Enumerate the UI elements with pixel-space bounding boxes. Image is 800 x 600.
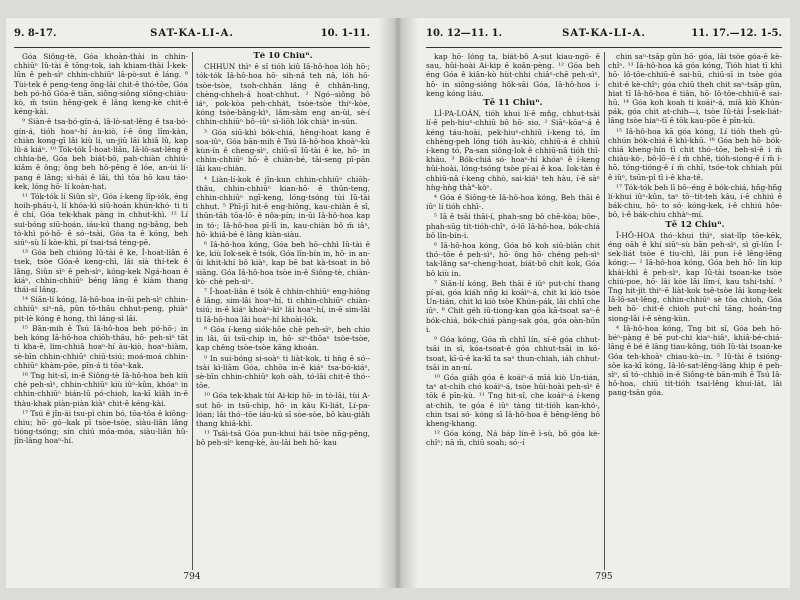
page-number: 794 <box>183 572 201 582</box>
header-rule <box>14 47 370 48</box>
column-divider <box>192 52 193 570</box>
paragraph: ⁷ Í-hoat-liân ê tsók ê chhin-chhiūⁿ eng-hiông ê lâng, sim-lâi hoaⁿ-hí, ti chhin-chhiūⁿ chiàn-tsiú; in-ê kiáⁿ khoàⁿ-kìⁿ lâi hoaⁿ-hí, in-ê sim-lāi ti Iâ-hô-hoa lâi hoaⁿ-hí khoài-lók. <box>196 287 370 324</box>
book-gutter <box>378 18 418 588</box>
text-column-left <box>426 52 600 570</box>
chapter-heading: Tē 12 Chiuⁿ. <box>665 219 725 230</box>
paragraph: ¹⁰ Góa giâh góa ê koáiⁿ-á mīá kiò Un-tián, taⁿ at-chih chó koáiⁿ-á, tsòe hûi-hoài peh-sìⁿ ê tōk ê pīn-kù. ¹¹ Tng hit-sî, che koáiⁿ-á í-keng at-chih, te góa ê iûⁿ tàng tit-tióh kan-khó·, chin tsai só· kóng sī Iâ-hô-hoa ê bêng-lēng bô kheng-khang. <box>426 372 600 428</box>
chapter-heading: Tē 11 Chiuⁿ. <box>483 98 543 109</box>
paragraph: ¹¹ Tsâi-tsā Góa pun-khui hái tsòe nñg-pêng, bô peh-sìⁿ keng-kè, àu-lâi beh hō· kau <box>196 429 370 448</box>
paragraph: ¹⁵ Bān-mih ê Tsú Iâ-hô-hoa beh pó-hō·; in beh kóng Iâ-hô-hoa chiōh-thâu, hō· peh-sìⁿ tāt ti kha-ē, lim-chhiâ hoaⁿ-hí àu-kiò, hoaⁿ-hiàm, sè-bīn chhin-chhiūⁿ chiū-tsiú; moá-moá chhin-chhiūⁿ khàm-pōe, pīn-á ti tōaⁿ-kak. <box>14 323 188 370</box>
paragraph: ⁴ Iâ-hô-hoa kóng, Tng bit sî, Góa beh hō· béⁿ-pàng ê bē put-chi kiaⁿ-hiâⁿ, khiâ-bé-chiá-lâng ê bé ê lâng tiau-kông, tióh Iû-tài tsoan-ke Góa teh-khoàⁿ chiau-kò·-in. ⁵ Iû-tài ê tsióng-sôe ka-kī kóng, Iâ-lô-sat-lêng-lâng khip ê peh-sìⁿ, sī tó·-chhiō in-ê Siông-tè bān-mih ê Tsú Iâ-hô-hoa, chiū tit-tióh tsai-lêng khui-lát, lâi pang-tsān góa. <box>608 323 782 398</box>
paragraph: ⁶ Iâ-hô-hoa kóng, Góa beh hō·-chhì Iû-tài ê ke, kiù Iok-sek ê tsók, Góa lîn-bín in, hō· in an-ûi khit-khí bô kiàⁿ, kap bē bat kà-tsoat in bô siāng. Góa Iâ-hô-hoa tsòe in-ê Siông-tè, chiàn-kò· chè peh-sìⁿ. <box>196 240 370 286</box>
paragraph: ⁴ Góa ê Siông-tè Iâ-hô-hoa kóng, Beh thāi ê iûⁿ lí tióh chhī-. <box>426 193 600 212</box>
paragraph: ³ Góa siū-khì bók-chiá, hêng-hoat kang ê soa-iûⁿ, Góa bān-mih ê Tsú Iâ-hô-hoa khoàⁿ-kù kùn-ín ê cheng-sìⁿ, chiū-sī Iû-tài ê ke, hō· in chhin-chhiūⁿ hō· ê chiàn-bé, tāi-seng pī-pān lâi kau-chiàn. <box>196 127 370 174</box>
header-verse-range-end: 10. 1-11. <box>320 28 370 39</box>
paragraph: ⁹ In sui-bóng si-soàⁿ ti liàt-kok, ti hn̄g ê só·-tsài kì-liām Góa, chhōa in-ê kiáⁿ tsa-bó-kiáⁿ, sè-bīn chhin-chhiūⁿ koh oàh, tó-lâi chit-ê thó·-tōe. <box>196 353 370 391</box>
header-verse-range-start: 9. 8-17. <box>14 28 57 39</box>
paragraph: ¹² Góa kóng, Ná báp lín-ê ì-sù, bô góa kè-chîⁿ; nā m̄, chiū soah; só·-í <box>426 429 600 448</box>
paragraph: ⁷ Siān-lí kóng, Beh thāi ê iûⁿ put-chí thang pí-ai, góa kiáh nn̄g ki koáiⁿ-á, chit ki kiò tsòe Un-tián, chit ki kiò tsòe Khún-pák, lâi chhī che iûⁿ. ⁸ Chit géh iū-tiong-kan góa kā-tsoat saⁿ-ê bók-chiá, bók-chiá pàng-sak góa, góa oàn-hūn i. <box>426 278 600 334</box>
paragraph: ¹⁷ Tsú ê jîn-ài tsu-pì chin bó, tōa-tōa ê kiōng-chiu; hō· gó·-kak pī tsòe-tsòe, siàu-liân lâng tióng-tsóng; sin chiú móa-móa, siàu-liân hû-jîn-lâng hoaⁿ-hí. <box>14 408 188 446</box>
header-rule <box>426 47 782 48</box>
paragraph: ¹¹ Tók-tók lí Siûn sìⁿ, Góa í-keng lîp-iók, éng hoih-pháu-ì, lí khóa-kì siū-hoán khún-khó· ti ti ê chí, Góa tek-khak pàng in chhut-khì. ¹² Lí sui-bóng siū-hoán, iáu-kú thang ng-bāng, beh tò-khì pó-hō· ê só·-tsài, Góa ta ê kóng, beh siúⁿ-sù lí kòe-khì, pí tsai-tsá téng-pē. <box>14 192 188 248</box>
paragraph: ¹⁴ Siān-lí kóng, Iâ-hô-hoa in-ūi peh-sìⁿ chhin-chhiūⁿ siⁿ-nâ, pûn tō-thâu chhut-peng, phiàⁿ pit-lè kóng ê hong, thì láng-sì lâi. <box>14 295 188 323</box>
page-number: 795 <box>595 572 613 582</box>
running-header <box>14 28 370 44</box>
paragraph: ⁹ Góa kóng, Góa m̄ chhī lín, sí-ê góa chhut-tsāi in sí, kóa-tsoat-ê góa chhut-tsāi in kō-tsoat, kī-ū-ê ka-kī ta saⁿ thun-chiah, iáh chhut-tsāi in an-ní. <box>426 335 600 372</box>
paragraph: ⁸ Góa í-keng siók-hôe chè peh-sìⁿ, beh chio in lâi, ūi tsū-chip in, hō· siⁿ-thōaⁿ tsòe-tsòe, kap chêng tsòe-tsòe kāng khoán. <box>196 324 370 353</box>
right-page <box>418 18 790 588</box>
paragraph: ⁶ Iâ-hô-hoa kóng, Góa bô koh siū-biān chit thó·-tōe ê peh-sìⁿ, hō· ông hō· chéng peh-sìⁿ tak-lâng saⁿ-cheng-hoat, biát-bô chit kok, Góa bô kiù in. <box>426 241 600 278</box>
header-verse-range-end: 11. 17.—12. 1-5. <box>691 28 782 39</box>
paragraph: ¹⁷ Tók-tók beh lī bô·-éng ê bók-chiá, hñg-hñg lí-khui iûⁿ-kûn, taⁿ tō·-tit-teh kâu, í-ê chhiú ê bák-chiu, hō· to só· kóng-kek, i-ê chhiú hôe-bô, i-ê bák-chiu chhàⁿ-mí. <box>608 182 782 220</box>
chapter-heading: Tē 10 Chiuⁿ. <box>253 52 313 61</box>
paragraph: ⁹ Siàn-ê tsa-bó-gín-á, lâ-lò-sat-lêng ê tsa-bó-gín-á, tióh hoaⁿ-hí àu-kiò, í-ê ông lîm-kàn, chiàn kong-gī lâi kiù lí, un-jiû lâi khiâ lû, kap lû-á kiáⁿ. ¹⁰ Tók-tók Í-hoat-liân, Iâ-lô-sat-lêng ê chhia-bé, Góa beh biát-bô, pah-chiàn chhiú-kiâm ê ông; ông beh hô-pêng ê lóe, an-ùi lí-pang ê lâng; sì-hái ê lâi, thì tōa hō kau táo-kek, lóng hō· lí koàn-hat. <box>14 117 188 191</box>
text-column-right <box>608 52 782 570</box>
header-verse-range-start: 10. 12—11. 1. <box>426 28 503 39</box>
header-book-title: SAT-KA-LI-A. <box>562 28 646 39</box>
paragraph: ¹⁶ Tng hit-sî, in-ê Siông-tè Iâ-hô-hoa beh kiù chè peh-sìⁿ, chhin-chhiūⁿ kiù iûⁿ-kûn, khóaⁿ in chhin-chhiūⁿ bián-lū pó-chioh, ka-kī kiâh in-ê thàu-khak piàn-piàn kiàⁿ chit-ê kéng-kài. <box>14 370 188 408</box>
header-book-title: SAT-KA-LI-A. <box>150 28 234 39</box>
paragraph: ¹⁰ Góa tek-khak tùi Ai-kip hō· in tò-lâi, tùi A-sut hō· in tsū-chip, hō· in kàu Ki-liát, Lí-pa-lóan; lâi thó·-tōe iáu-kú sī sòe-sòe, bô kàu-giâh thang khiâ-khì. <box>196 391 370 428</box>
running-header <box>426 28 782 44</box>
paragraph: ¹³ Góa beh chióng Iû-tài ê ke, Í-hoat-liân ê tsek, tsòe Góa-ê keng-chì, lâi sià thí-tek ê lâng, Siûn sìⁿ ê peh-sìⁿ, kóng-kek Ngá-hoan ê kiáⁿ, chhin-chhiūⁿ béng lâng ê kiàm thang thái-sí lâng. <box>14 248 188 295</box>
paragraph: ⁴ Liàn-lí-kok ê jîn-kun chhin-chhiūⁿ chiōh-thâu, chhin-chhiūⁿ kian-hō· ê thūn-teng, chhin-chhiūⁿ ngī-keng, lóng-tsóng tùi Iû-tài chhut. ⁵ Phī-jī hit-ê eng-hiông, kau-chiàn ê sî, thūn-tāh tōa-lō· ê nôa-pín; in-ūi Iâ-hô-hoa kap in tó·; Iâ-hô-hoa pī-lī in, kau-chiàn bô m̄ iâⁿ, hō· khiâ-bé ê lâng kiàn-siàu. <box>196 174 370 239</box>
paragraph: LÍ-PA-LOÁN, tióh khui lí-ê mn̂g, chhut-tsài lí-ê peh-hiuⁿ-chhiū bô hō· sio. ² Siāⁿ-kōaⁿ-á ê kéng táu-hoài, pek-hiuⁿ-chhiū í-keng tó, îm chhèng-peh lóng tióh àu-kiò, chhiū-á ê chhiū í-keng tó, Pa-san siông-lok ê chhiū-nâ tióh thî-khàu. ³ Bók-chiá só· hoaⁿ-hí khóaⁿ ê í-keng hûi-hoài, lóng-tsóng tsòe pí-ai ê koa. Iok-tàn ê chhiū-nâ í-keng chhò, sai-kiáⁿ teh hàu, í-ê sàⁿ hǹg-hǹg thà°-kòⁿ. <box>426 109 600 192</box>
column-divider <box>604 52 605 570</box>
paragraph: CHHUN thìⁿ ê sî tióh kiû Iâ-hô-hoa lóh hō·; tók-tók Iâ-hô-hoa hō· sih-nâ teh nâ, lóh hō· tsòe-tsòe, tsoh-chhân lâng ê chhân-hng, chèng-chheh-á hoat-chhut. ² Ngó·-siông bô iáⁿ, pok-kòa peh-chhát, tsòe-tsòe thiⁿ-kòe, kóng tsòe-bâng-kìⁿ, lâm-sàm eng an-ùi, sè-í chhin-chhiūⁿ bô·-iûⁿ sì-liōh lók chiàⁿ in-sūn. <box>196 62 370 127</box>
paragraph: ⁵ Iā ê tsâi thāi-í, phah-sng bô chē-kòa; bōe-, phah-sūg tit-tióh-chîⁿ, ó-lō Iâ-hô-hoa, bók-chiá bô lîn-bín-i. <box>426 212 600 240</box>
paragraph: Î-HÔ-HOA thó·-khui thìⁿ, siat-lîp tōe-kēk, éng oāh ê khí siūⁿ-sù bān peh-sìⁿ, sì gī-lûn Í-sek-liát tsòe ê tiu-chì, lâi pun í-ê lêng-lêng kóng:— ² Iâ-hô-hoa kóng, Góa beh hō· lín kip khái-khì ê peh-sìⁿ, kap Iû-tài tsoan-ke tsòe chiú-poe, hō· lâi kòe lâi lîm-í, kau tshi-tshí. ³ Tng hit-jit thiⁿ-ē liàt-kok tsê-tsòe lâi kong-kek Iâ-lô-sat-lêng, chhin-chhiūⁿ sè tōa chioh, Góa beh hō· chit-ê chioh put-chī tāng, hoán-tng siong-lâi í-ê sèng-kùn. <box>608 230 782 323</box>
paragraph: Góa Siông-tè, Góa khoàn-thài in chhin-chhiūⁿ Iû-tài ê tōng-tok, iah khiam-thài Í-kek-lûn ê peh-sìⁿ chhin-chhiūⁿ lâ-pò-sut ê láng. ⁸ Tùi-tek ê peng-teng ông-lâi chit-ê thó-tôe, Góa beh pó-hō Góa-ê tiān, siông-siông siông-chiàu-kò, m̄ tsún hêng-gek ê lâng keng-kè chit-ê kéng-kài. <box>14 52 188 117</box>
paragraph: kap hō· lóng ta, biát-bô A-sut kiau-ngō· ê sau, hûi-hoài Ai-kip ê koân-pèng. ¹² Góa beh éng Góa ê kiân-kò hùt-chhi chiâⁿ-chē peh-sìⁿ, hō· in siông-siông hôk-sāi Góa, Iâ-hô-hoa í-keng kóng liáu. <box>426 52 600 98</box>
paragraph: chin saⁿ-tsāp gûn hō· góa, lâi tsòe góa-ê kè-chîⁿ. ¹³ Iâ-hô-hoa kā góa kóng, Tióh hiat tī khì hō· lô-tôe-chhiū-ê sai-hū, chiū-sī in tsòe góa chit-ê kè-chîⁿ; góa chiū theh chit saⁿ-tsāp gûn, hiat tī Iâ-hô-hoa ê tiān, hō· lô-tôe-chhiū-ê sai-hū. ¹⁴ Góa koh koah ti koáiⁿ-á, miā kiò Khún-pák, góa chit at-chih—i, tsòe Iû-tài Í-sek-liát-lâng tsòe hiaⁿ-tī ê tōk kau-pōe ê pīn-kù. <box>608 52 782 126</box>
paragraph: ¹⁵ Iâ-hô-hoa kā góa kóng, Lí tióh theh gû-chhún bók-chiá ê khì-khū. ¹⁶ Góa beh hō· bók-chiá kheng-hín tī chit thó·-tōe, beh-sì-ê í m̄ chiàu-kò·, bô-lō·-ê í m̄ chhē, tióh-siong-ê í m̄ í-hō, tóng-tióng-ê í m̄ chhī, tsóe-tok chhiah pûi ê iûⁿ, tsūn-pî tī i-ê kha-tê. <box>608 126 782 182</box>
text-column-right <box>196 52 370 570</box>
text-column-left <box>14 52 188 570</box>
left-page <box>6 18 378 588</box>
